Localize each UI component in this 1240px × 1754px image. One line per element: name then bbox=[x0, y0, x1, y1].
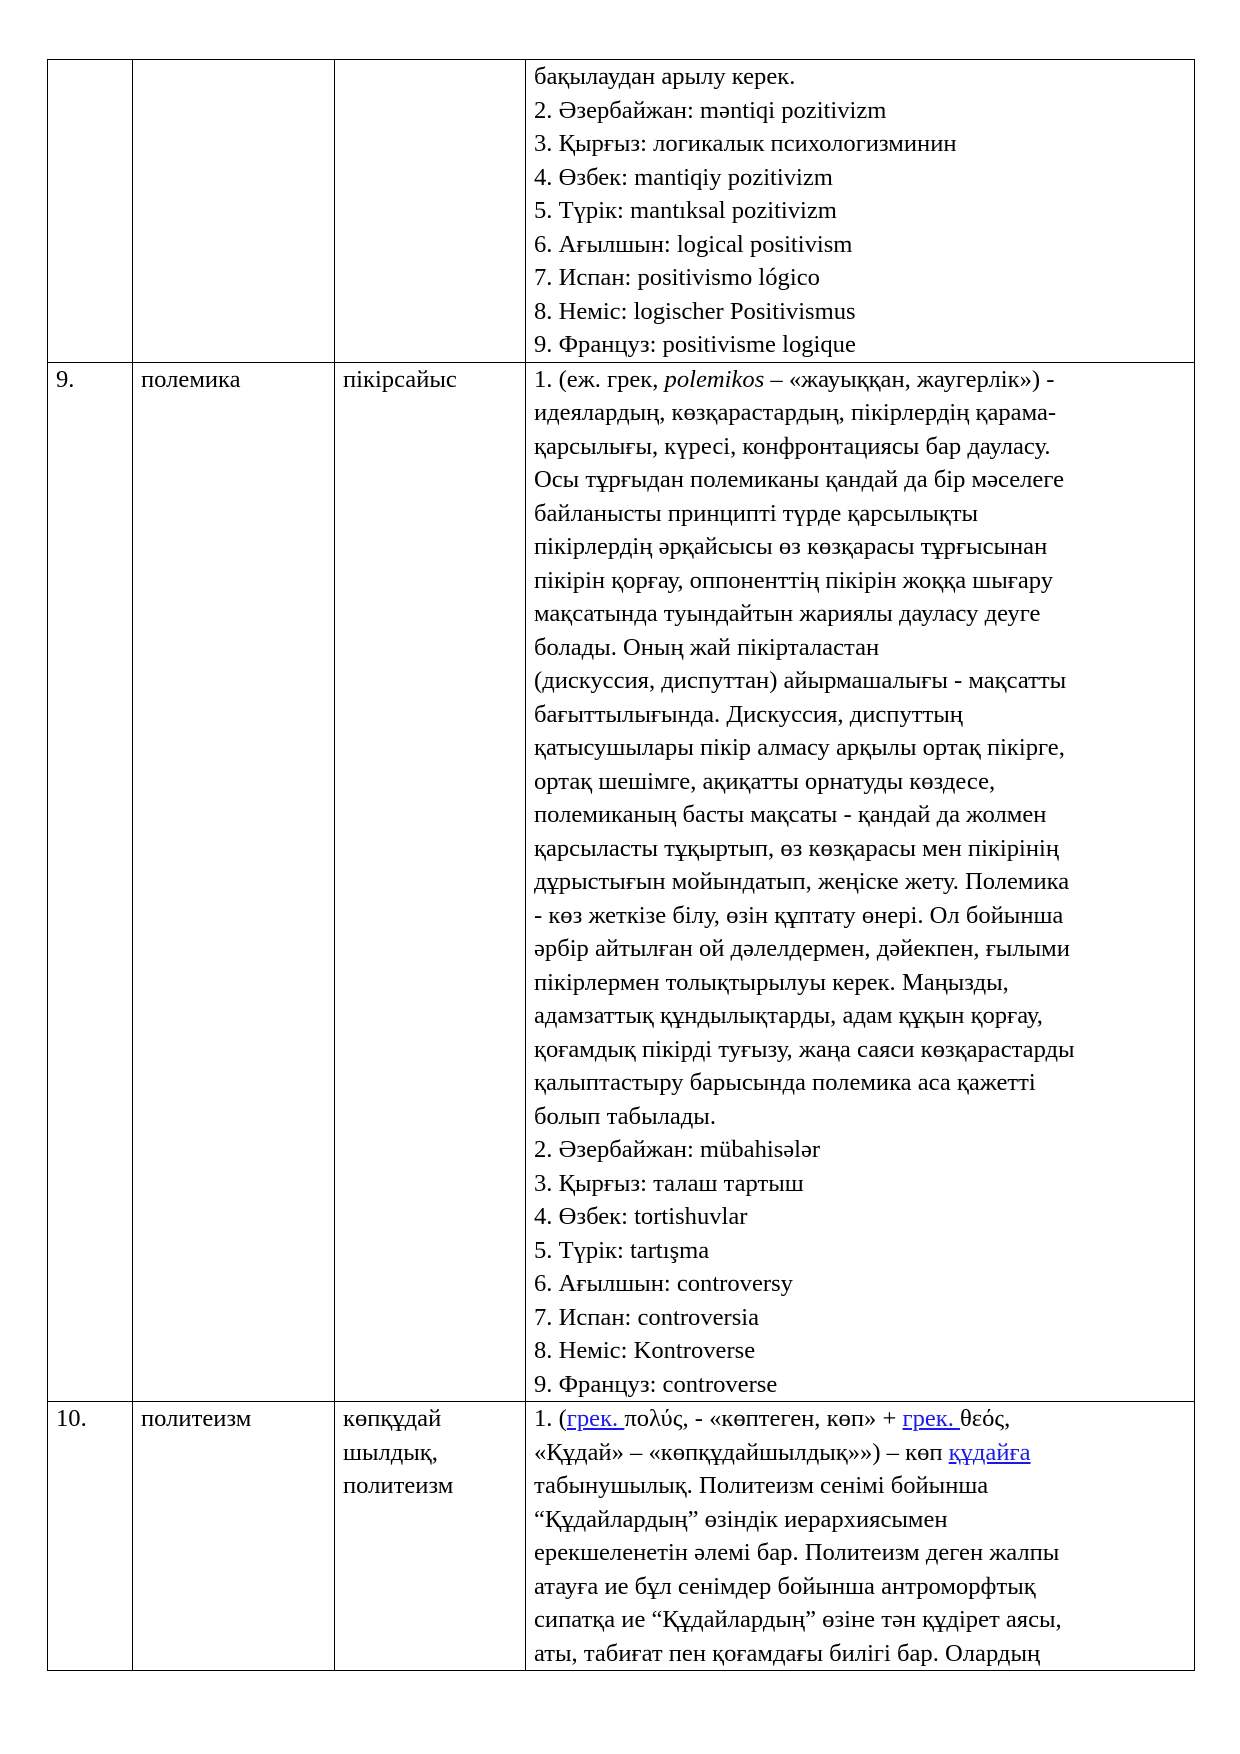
text-line: атауға ие бұл сенімдер бойынша антроморфтық bbox=[534, 1572, 1036, 1600]
definition-cell bbox=[526, 1402, 1195, 1671]
term-kz-cell bbox=[335, 60, 526, 363]
number-cell: 10. bbox=[48, 1402, 133, 1671]
text-line: 3. Қырғыз: логикалык психологизминин bbox=[534, 130, 957, 157]
text-line: 5. Түрік: tartışma bbox=[534, 1236, 710, 1264]
definition-mid: , - «көптеген, көп» + bbox=[682, 1405, 903, 1432]
term-kz-text bbox=[343, 1402, 517, 1503]
greek-link[interactable]: грек. bbox=[902, 1405, 961, 1432]
text-line: “Құдайлардың” өзіндік иерархиясымен bbox=[534, 1505, 948, 1533]
table-row bbox=[48, 1402, 1195, 1671]
text-line: дұрыстығын мойындатып, жеңіске жету. Полемика bbox=[534, 868, 1070, 895]
definition-first-line bbox=[534, 363, 1186, 397]
text-line: табынушылық. Политеизм сенімі бойынша bbox=[534, 1472, 989, 1499]
text-line: Осы тұрғыдан полемиканы қандай да бір мәселеге bbox=[534, 466, 1065, 493]
text-line: шылдық, bbox=[343, 1438, 438, 1466]
greek-word: πολύς bbox=[624, 1405, 683, 1432]
definition-second-line bbox=[534, 1436, 1186, 1470]
term-ru-cell: политеизм bbox=[133, 1402, 335, 1671]
text-line: (дискуссия, диспуттан) айырмашалығы - мақсатты bbox=[534, 667, 1067, 694]
definition-text bbox=[534, 60, 1186, 362]
text-line: полемиканың басты мақсаты - қандай да жолмен bbox=[534, 801, 1047, 828]
terms-table bbox=[47, 59, 1195, 1671]
text-line: пікірлермен толықтырылуы керек. Маңызды, bbox=[534, 968, 1009, 996]
text-line: 8. Неміс: Kontroverse bbox=[534, 1337, 756, 1364]
text-line: қалыптастыру барысында полемика аса қажетті bbox=[534, 1069, 1036, 1096]
number-cell bbox=[48, 60, 133, 363]
text-line: политеизм bbox=[343, 1472, 454, 1499]
text-line: пікірсайыс bbox=[343, 365, 457, 393]
text-line: пікірін қорғау, оппоненттің пікірін жоққа шығару bbox=[534, 566, 1054, 594]
text-line: 5. Түрік: mantıksal pozitivizm bbox=[534, 197, 837, 224]
text-line: бақылаудан арылу керек. bbox=[534, 63, 796, 90]
text-line: 4. Өзбек: mantiqiy pozitivizm bbox=[534, 163, 833, 191]
text-line: қатысушылары пікір алмасу арқылы ортақ пікірге, bbox=[534, 734, 1065, 761]
text-line: қарсыласты тұқыртып, өз көзқарасы мен пікірінің bbox=[534, 834, 1059, 862]
definition-first-line bbox=[534, 1402, 1186, 1436]
text-line: болады. Оның жай пікірталастан bbox=[534, 633, 880, 661]
text-line: 7. Испан: controversia bbox=[534, 1303, 760, 1331]
definition-prefix: 1. (еж. грек, bbox=[534, 365, 665, 393]
text-line: мақсатында туындайтын жариялы дауласу деуге bbox=[534, 600, 1041, 627]
text-line: ерекшеленетін әлемі бар. Политеизм деген жалпы bbox=[534, 1539, 1060, 1566]
text-line: 2. Әзербайжан: məntiqi pozitivizm bbox=[534, 96, 887, 124]
table-row bbox=[48, 60, 1195, 363]
text-line: ортақ шешімге, ақиқатты орнатуды көздесе, bbox=[534, 767, 996, 795]
text-line: бағыттылығында. Дискуссия, диспуттың bbox=[534, 700, 963, 728]
text-line: 9. Француз: positivisme logique bbox=[534, 331, 856, 358]
term-kz-cell bbox=[335, 1402, 526, 1671]
number-cell: 9. bbox=[48, 362, 133, 1402]
etymology-word: polemikos bbox=[664, 365, 765, 393]
text-line: 6. Ағылшын: controversy bbox=[534, 1270, 793, 1297]
text-line: идеялардың, көзқарастардың, пікірлердің қарама- bbox=[534, 399, 1057, 426]
definition-prefix: 1. ( bbox=[534, 1405, 567, 1432]
god-link[interactable]: құдайға bbox=[948, 1438, 1031, 1466]
definition-text bbox=[534, 396, 1186, 1401]
text-line: әрбір айтылған ой дәлелдермен, дәйекпен, ғылыми bbox=[534, 935, 1070, 962]
text-line: аты, табиғат пен қоғамдағы билігі бар. Олардың bbox=[534, 1639, 1041, 1667]
text-line: 6. Ағылшын: logical positivism bbox=[534, 230, 853, 258]
text-line: 3. Қырғыз: талаш тартыш bbox=[534, 1169, 804, 1197]
table-row bbox=[48, 362, 1195, 1402]
definition-suffix: – «жауыққан, жаугерлік») - bbox=[764, 365, 1055, 393]
text-line: қарсылығы, күресі, конфронтациясы бар дауласу. bbox=[534, 432, 1051, 460]
definition-cell bbox=[526, 60, 1195, 363]
text-line: қоғамдық пікірді туғызу, жаңа саяси көзқарастарды bbox=[534, 1035, 1075, 1063]
term-ru-cell: полемика bbox=[133, 362, 335, 1402]
term-kz-text bbox=[343, 363, 517, 397]
text-line: адамзаттық құндылықтарды, адам құқын қорғау, bbox=[534, 1002, 1043, 1029]
text-line: 7. Испан: positivismo lógico bbox=[534, 264, 820, 291]
text-line: 4. Өзбек: tortishuvlar bbox=[534, 1203, 748, 1230]
term-kz-cell bbox=[335, 362, 526, 1402]
term-ru-cell bbox=[133, 60, 335, 363]
definition-text bbox=[534, 1469, 1186, 1670]
definition-cell bbox=[526, 362, 1195, 1402]
text-line: - көз жеткізе білу, өзін құптату өнері. Ол бойынша bbox=[534, 901, 1064, 929]
greek-word: θεός, bbox=[960, 1405, 1011, 1432]
text-line: байланысты принципті түрде қарсылықты bbox=[534, 499, 979, 527]
definition-prefix: «Құдай» – «көпқұдайшылдық»») – көп bbox=[534, 1438, 949, 1466]
text-line: болып табылады. bbox=[534, 1102, 716, 1130]
text-line: 8. Неміс: logischer Positivismus bbox=[534, 297, 856, 325]
text-line: көпқұдай bbox=[343, 1405, 442, 1432]
greek-link[interactable]: грек. bbox=[566, 1405, 625, 1432]
text-line: 2. Әзербайжан: mübahisələr bbox=[534, 1136, 821, 1163]
text-line: пікірлердің әрқайсысы өз көзқарасы тұрғысынан bbox=[534, 533, 1048, 560]
text-line: 9. Француз: controverse bbox=[534, 1370, 778, 1398]
text-line: сипатқа ие “Құдайлардың” өзіне тән құдірет аясы, bbox=[534, 1606, 1062, 1633]
